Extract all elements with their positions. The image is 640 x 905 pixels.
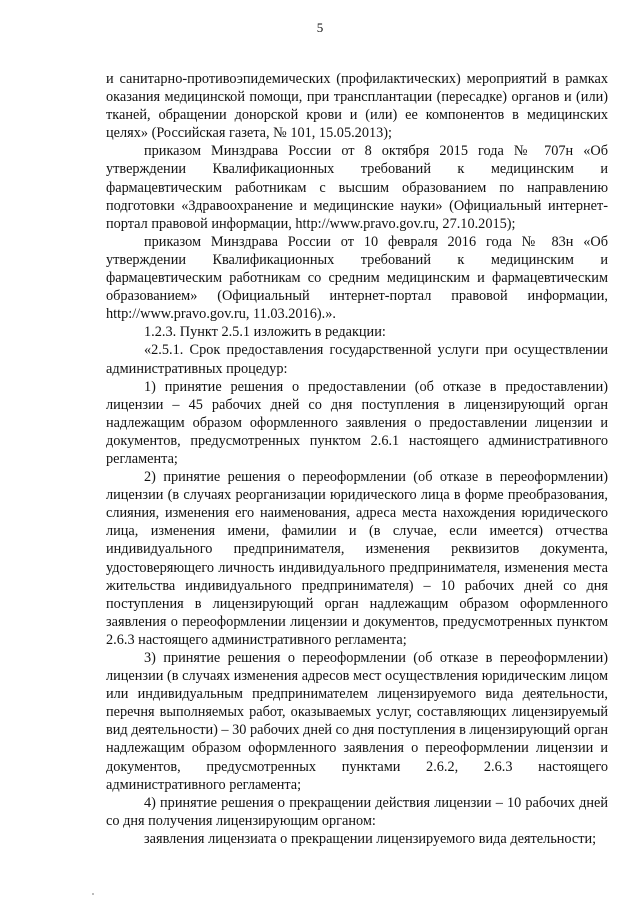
paragraph-1: и санитарно-противоэпидемических (профилактических) мероприятий в рамках оказания медицинской помощи, при трансплантации (пересадке) органов и (или) тканей, обращении донорской крови и (или) ее компонентов в медицинских целях» (Российская газета, № 101, 15.05.2013);: [106, 71, 608, 142]
paragraph-3: приказом Минздрава России от 10 февраля 2016 года № 83н «Об утверждении Квалификационных требований к медицинским и фармацевтическим работникам со средним медицинским и фармацевтическим образованием» (Официальный интернет-портал правовой информации, http://www.pravo.gov.ru, 11.03.2016).».: [106, 233, 608, 323]
paragraph-2: приказом Минздрава России от 8 октября 2015 года № 707н «Об утверждении Квалификационных требований к медицинским и фармацевтическим работникам с высшим образованием по направлению подготовки «Здравоохранение и медицинские науки» (Официальный интернет-портал правовой информации, http://www.pravo.gov.ru, 27.10.2015);: [106, 143, 608, 232]
document-body: [106, 70, 608, 848]
paragraph-9: 4) принятие решения о прекращении действия лицензии – 10 рабочих дней со дня получения лицензирующим органом:: [106, 794, 608, 829]
scan-speck: [92, 893, 94, 895]
paragraph-4: 1.2.3. Пункт 2.5.1 изложить в редакции:: [144, 324, 386, 341]
paragraph-8: 3) принятие решения о переоформлении (об отказе в переоформлении) лицензии (в случаях изменения адресов мест осуществления юридическим лицом или индивидуальным предпринимателем лицензируемого вида деятельности, перечня выполняемых работ, оказываемых услуг, составляющих лицензируемый вид деятельности) – 30 рабочих дней со дня поступления в лицензирующий орган надлежащим образом оформленного заявления о переоформлении лицензии и документов, предусмотренных пунктами 2.6.2, 2.6.3 настоящего административного регламента;: [106, 650, 608, 793]
paragraph-7: 2) принятие решения о переоформлении (об отказе в переоформлении) лицензии (в случаях реорганизации юридического лица в форме преобразования, слияния, изменения его наименования, адреса места нахождения юридического лица, изменения имени, фамилии и (в случае, если имеется) отчества индивидуального предпринимателя, изменения реквизитов документа, удостоверяющего личность индивидуального предпринимателя, изменения места жительства индивидуального предпринимателя) – 10 рабочих дней со дня поступления в лицензирующий орган надлежащим образом оформленного заявления о переоформлении лицензии и документов, предусмотренных пунктом 2.6.3 настоящего административного регламента;: [106, 469, 608, 648]
paragraph-10: заявления лицензиата о прекращении лицензируемого вида деятельности;: [144, 830, 597, 847]
page-number: 5: [316, 20, 324, 35]
paragraph-5: «2.5.1. Срок предоставления государственной услуги при осуществлении административных процедур:: [106, 342, 608, 377]
paragraph-6: 1) принятие решения о предоставлении (об отказе в предоставлении) лицензии – 45 рабочих дней со дня поступления в лицензирующий орган надлежащим образом оформленного заявления о предоставлении лицензии и документов, предусмотренных пунктом 2.6.1 настоящего административного регламента;: [106, 378, 608, 467]
